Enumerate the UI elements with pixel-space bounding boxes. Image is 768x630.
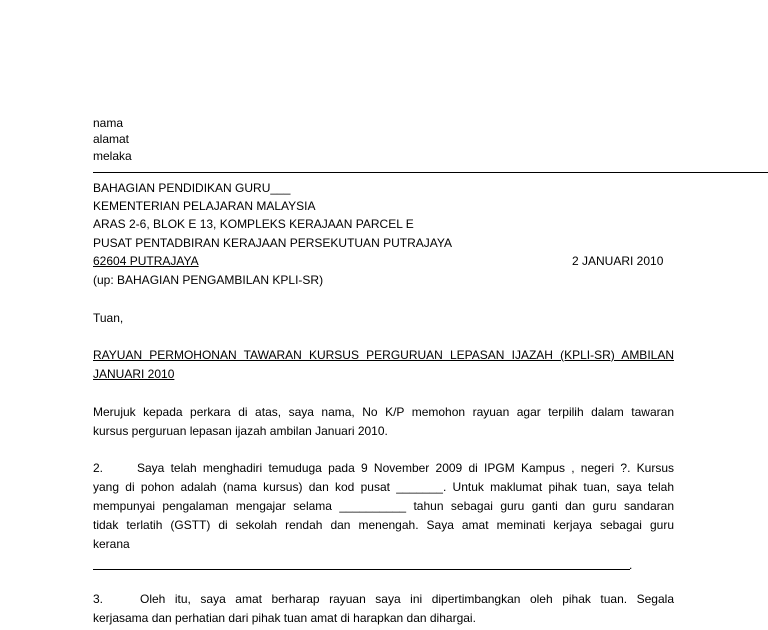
recipient-line-1: BAHAGIAN PENDIDIKAN GURU___ bbox=[93, 181, 291, 195]
paragraph-3-line-2: kerjasama dan perhatian dari pihak tuan amat di harapkan dan dihargai. bbox=[93, 611, 476, 625]
subject-line-2: JANUARI 2010 bbox=[93, 367, 175, 381]
paragraph-1-line-1: Merujuk kepada perkara di atas, saya nama, No K/P memohon rayuan agar terpilih dalam tawaran bbox=[93, 405, 674, 419]
paragraph-2-line-5: kerana bbox=[93, 537, 130, 551]
subject-line-1: RAYUAN PERMOHONAN TAWARAN KURSUS PERGURUAN LEPASAN IJAZAH (KPLI-SR) AMBILAN bbox=[93, 348, 674, 362]
recipient-line-3: ARAS 2-6, BLOK E 13, KOMPLEKS KERAJAAN PARCEL E bbox=[93, 217, 414, 231]
letter-date: 2 JANUARI 2010 bbox=[572, 254, 664, 268]
header-divider bbox=[93, 172, 768, 173]
recipient-line-4: PUSAT PENTADBIRAN KERAJAAN PERSEKUTUAN PUTRAJAYA bbox=[93, 236, 452, 250]
sender-name: nama bbox=[93, 116, 124, 130]
recipient-line-2: KEMENTERIAN PELAJARAN MALAYSIA bbox=[93, 199, 316, 213]
paragraph-3-number: 3. bbox=[93, 592, 104, 606]
paragraph-2-line-4: tidak terlatih (GSTT) di sekolah rendah dan menengah. Saya amat meminati kerjaya sebagai guru bbox=[93, 518, 674, 532]
salutation: Tuan, bbox=[93, 311, 124, 325]
fill-in-blank-line bbox=[93, 569, 630, 570]
sender-address: alamat bbox=[93, 132, 130, 146]
paragraph-3-line-1: Oleh itu, saya amat berharap rayuan saya ini dipertimbangkan oleh pihak tuan. Segala bbox=[140, 592, 674, 606]
paragraph-2-line-3: mempunyai pengalaman mengajar selama __________ tahun sebagai guru ganti dan guru sandaran bbox=[93, 499, 674, 513]
paragraph-2-number: 2. bbox=[93, 461, 104, 475]
fill-in-blank-period: . bbox=[629, 558, 633, 572]
recipient-postcode-city: 62604 PUTRAJAYA bbox=[93, 254, 199, 268]
paragraph-1-line-2: kursus perguruan lepasan ijazah ambilan Januari 2010. bbox=[93, 424, 388, 438]
recipient-attention: (up: BAHAGIAN PENGAMBILAN KPLI-SR) bbox=[93, 273, 324, 287]
paragraph-2-line-2: yang di pohon adalah (nama kursus) dan kod pusat _______. Untuk maklumat pihak tuan, saya telah bbox=[93, 480, 674, 494]
sender-city: melaka bbox=[93, 149, 132, 163]
paragraph-2-line-1: Saya telah menghadiri temuduga pada 9 November 2009 di IPGM Kampus , negeri ?. Kursus bbox=[137, 461, 674, 475]
